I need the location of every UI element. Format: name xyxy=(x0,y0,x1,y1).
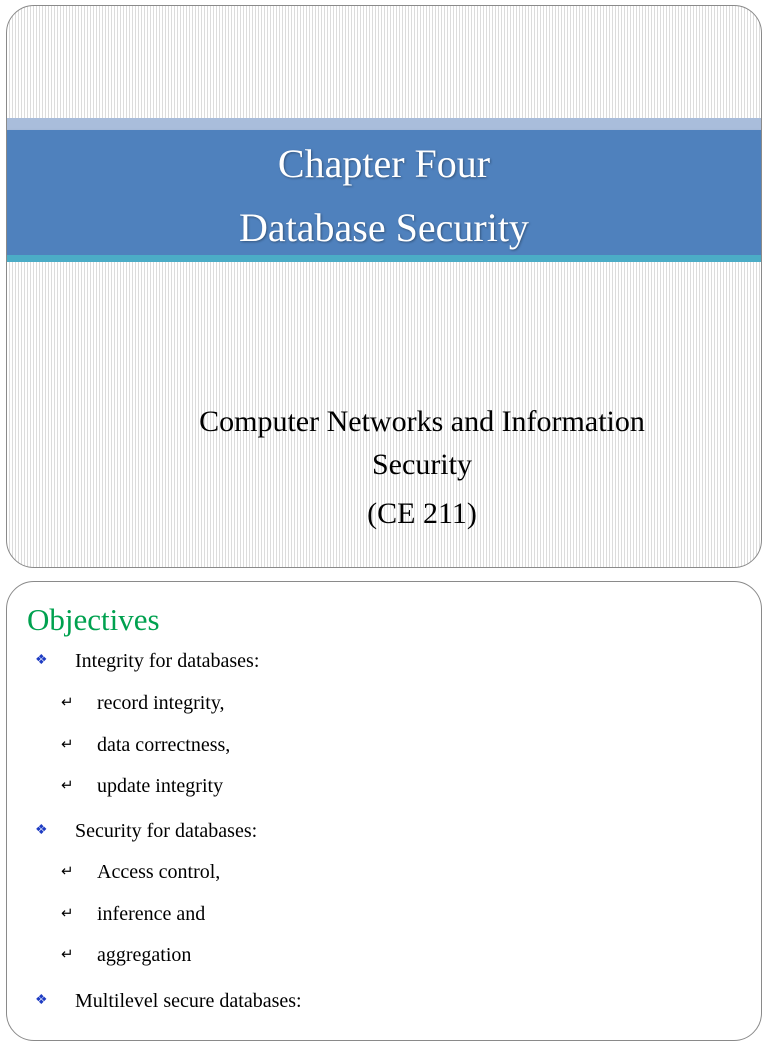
return-arrow-icon: ↵ xyxy=(61,906,74,922)
diamond-bullet-icon: ❖ xyxy=(35,823,48,838)
title-band-bottom-stripe xyxy=(7,255,761,262)
return-arrow-icon: ↵ xyxy=(61,737,74,753)
return-arrow-icon: ↵ xyxy=(61,778,74,794)
subtitle-line-2: Security xyxy=(372,448,472,481)
list-item-text: aggregation xyxy=(97,944,192,966)
objectives-heading: Objectives xyxy=(27,602,160,637)
list-item-text: Access control, xyxy=(97,861,221,883)
diamond-bullet-icon: ❖ xyxy=(35,653,48,668)
title-slide xyxy=(6,5,762,568)
list-item-text: update integrity xyxy=(97,775,224,797)
objectives-slide xyxy=(6,581,762,1041)
subtitle-line-1: Computer Networks and Information xyxy=(199,405,645,438)
list-item-text: Integrity for databases: xyxy=(75,650,260,672)
title-band-top-stripe xyxy=(7,118,761,130)
return-arrow-icon: ↵ xyxy=(61,864,74,880)
subtitle-line-3: (CE 211) xyxy=(367,497,477,530)
list-item-text: inference and xyxy=(97,903,206,925)
slide-title-line-1: Chapter Four xyxy=(277,141,491,186)
list-item-text: Multilevel secure databases: xyxy=(75,990,302,1012)
list-item-text: Security for databases: xyxy=(75,820,258,842)
return-arrow-icon: ↵ xyxy=(61,947,74,963)
diamond-bullet-icon: ❖ xyxy=(35,993,48,1008)
slide-title-line-2: Database Security xyxy=(239,205,529,250)
return-arrow-icon: ↵ xyxy=(61,695,74,711)
list-item-text: record integrity, xyxy=(97,692,225,714)
list-item-text: data correctness, xyxy=(97,734,231,756)
